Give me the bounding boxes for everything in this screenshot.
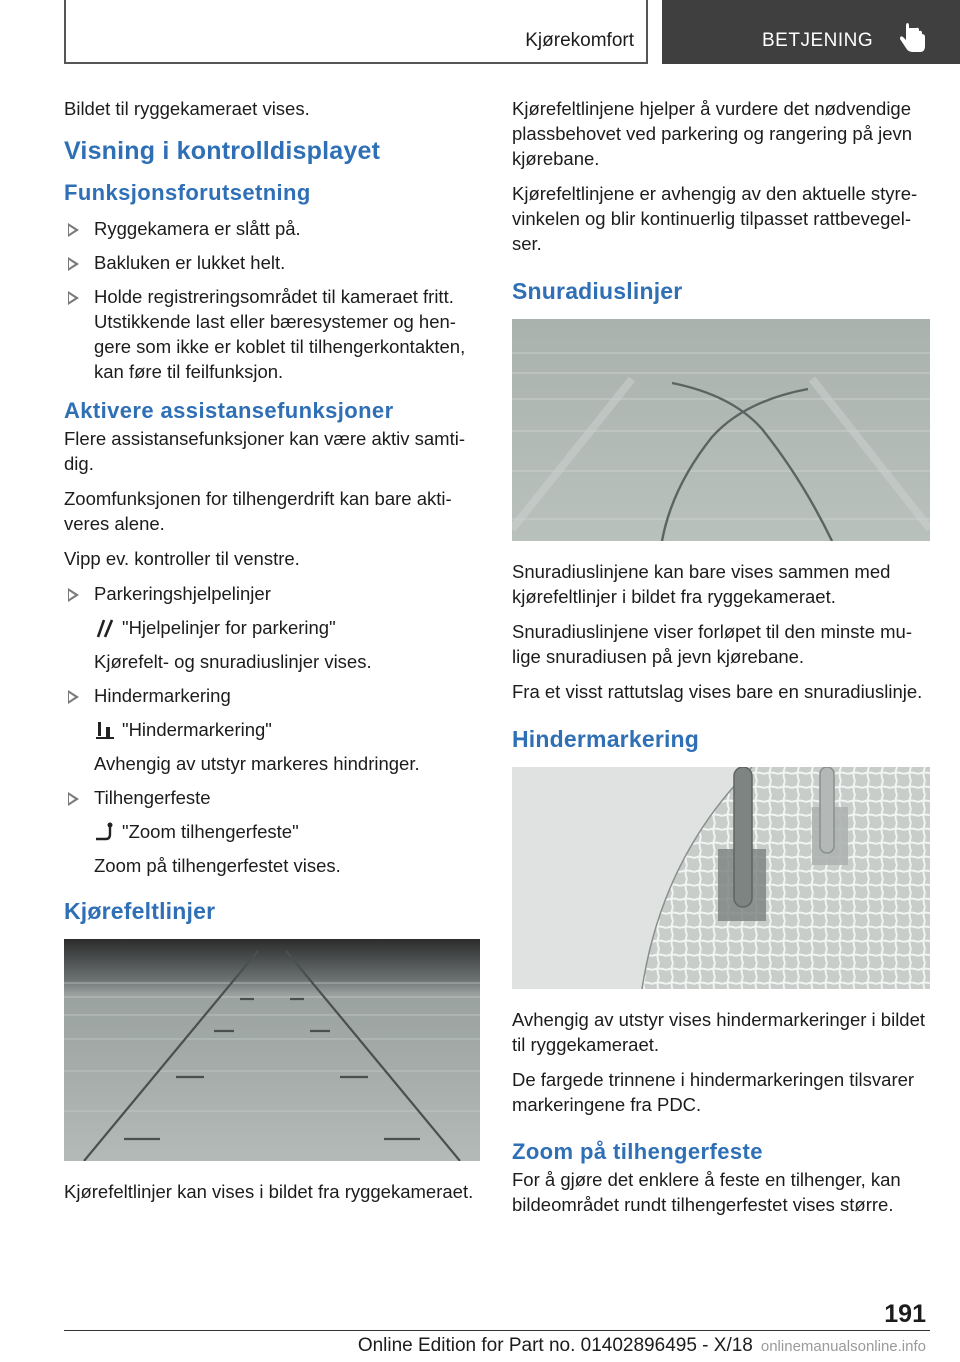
- list-item: Ryggekamera er slått på.: [64, 216, 482, 241]
- paragraph: For å gjøre det enklere å feste en tilhenger, kan bildeområdet rundt tilhengerfestet vises større.: [512, 1169, 901, 1215]
- heading-kjorefeltlinjer: Kjørefeltlinjer: [64, 898, 216, 924]
- heading-hindermarkering: Hindermarkering: [512, 726, 700, 752]
- obstacle-marking-figure: [512, 767, 930, 989]
- lane-lines-figure: [64, 939, 480, 1161]
- heading-funksjonsforutsetning: Funksjonsforutsetning: [64, 180, 311, 205]
- list-item-obstacle-marking: Hindermarkering "Hindermarkering" Avhengig av utstyr markeres hindringer.: [64, 683, 482, 776]
- menu-option: "Hjelpelinjer for parkering": [122, 617, 336, 638]
- edition-text: Online Edition for Part no. 01402896495 - X/18: [357, 1335, 753, 1356]
- paragraph: Kjørefeltlinjene er avhengig av den aktuelle styrevinkelen og blir kontinuerlig tilpasset rattbevegelser.: [512, 183, 918, 254]
- heading-aktivere: Aktivere assistansefunksjoner: [64, 398, 394, 423]
- triangle-bullet-icon: [68, 291, 79, 305]
- obstacle-marking-icon: [94, 719, 116, 741]
- caption-lane-lines: Kjørefeltlinjer kan vises i bildet fra ryggekameraet.: [64, 1181, 474, 1202]
- watermark-text: onlinemanualsonline.info: [760, 1338, 926, 1355]
- list-item: Holde registreringsområdet til kameraet fritt. Utstikkende last eller bæresystemer og hengere som ikke er koblet til tilhengerkontakten, kan føre til feilfunksjon.: [64, 284, 482, 384]
- paragraph: Avhengig av utstyr vises hindermarkeringer i bildet til ryggekameraet.: [512, 1009, 926, 1055]
- triangle-bullet-icon: [68, 257, 79, 271]
- paragraph: Flere assistansefunksjoner kan være aktiv samtidig.: [64, 428, 465, 474]
- list-item-trailer-hitch: Tilhengerfeste "Zoom tilhengerfeste" Zoom på tilhengerfestet vises.: [64, 785, 482, 878]
- menu-option: "Zoom tilhengerfeste": [122, 821, 299, 842]
- paragraph: Zoomfunksjonen for tilhengerdrift kan bare aktiveres alene.: [64, 488, 452, 534]
- triangle-bullet-icon: [68, 223, 79, 237]
- list-item: Bakluken er lukket helt.: [64, 250, 482, 275]
- right-column: [512, 96, 930, 1227]
- chapter-tab: [662, 0, 960, 64]
- requirements-list: [64, 216, 482, 384]
- trailer-hitch-icon: [94, 821, 116, 843]
- paragraph: Snuradiuslinjene viser forløpet til den minste mulige snuradiusen på jevn kjørebane.: [512, 621, 912, 667]
- heading-zoom-tilhengerfeste: Zoom på tilhengerfeste: [512, 1139, 763, 1164]
- triangle-bullet-icon: [68, 588, 79, 602]
- chapter-title: BETJENING: [762, 30, 874, 51]
- intro-text: Bildet til ryggekameraet vises.: [64, 98, 310, 119]
- heading-snuradiuslinjer: Snuradiuslinjer: [512, 278, 683, 304]
- list-item-parking-lines: Parkeringshjelpelinjer "Hjelpelinjer for parkering" Kjørefelt- og snuradiuslinjer vises.: [64, 581, 482, 674]
- paragraph: Kjørefeltlinjene hjelper å vurdere det nødvendige plassbehovet ved parkering og rangering på jevn kjørebane.: [512, 98, 913, 169]
- footer-edition: [358, 1335, 926, 1357]
- parking-lines-icon: [94, 617, 116, 639]
- paragraph: Fra et visst rattutslag vises bare en snuradiuslinje.: [512, 681, 923, 702]
- pointing-hand-icon: [898, 22, 928, 54]
- menu-option: "Hindermarkering": [122, 719, 272, 740]
- paragraph: Vipp ev. kontroller til venstre.: [64, 548, 300, 569]
- section-title: Kjørekomfort: [525, 30, 634, 51]
- triangle-bullet-icon: [68, 690, 79, 704]
- turning-radius-figure: [512, 319, 930, 541]
- paragraph: De fargede trinnene i hindermarkeringen tilsvarer markeringene fra PDC.: [512, 1069, 915, 1115]
- footer-divider: [64, 1330, 930, 1331]
- page-number: 191: [884, 1300, 926, 1328]
- functions-list: [64, 581, 482, 878]
- header-frame: [64, 0, 648, 64]
- heading-visning: Visning i kontrolldisplayet: [64, 137, 381, 165]
- triangle-bullet-icon: [68, 792, 79, 806]
- paragraph: Snuradiuslinjene kan bare vises sammen med kjørefeltlinjer i bildet fra ryggekameraet.: [512, 561, 891, 607]
- left-column: [64, 96, 482, 1214]
